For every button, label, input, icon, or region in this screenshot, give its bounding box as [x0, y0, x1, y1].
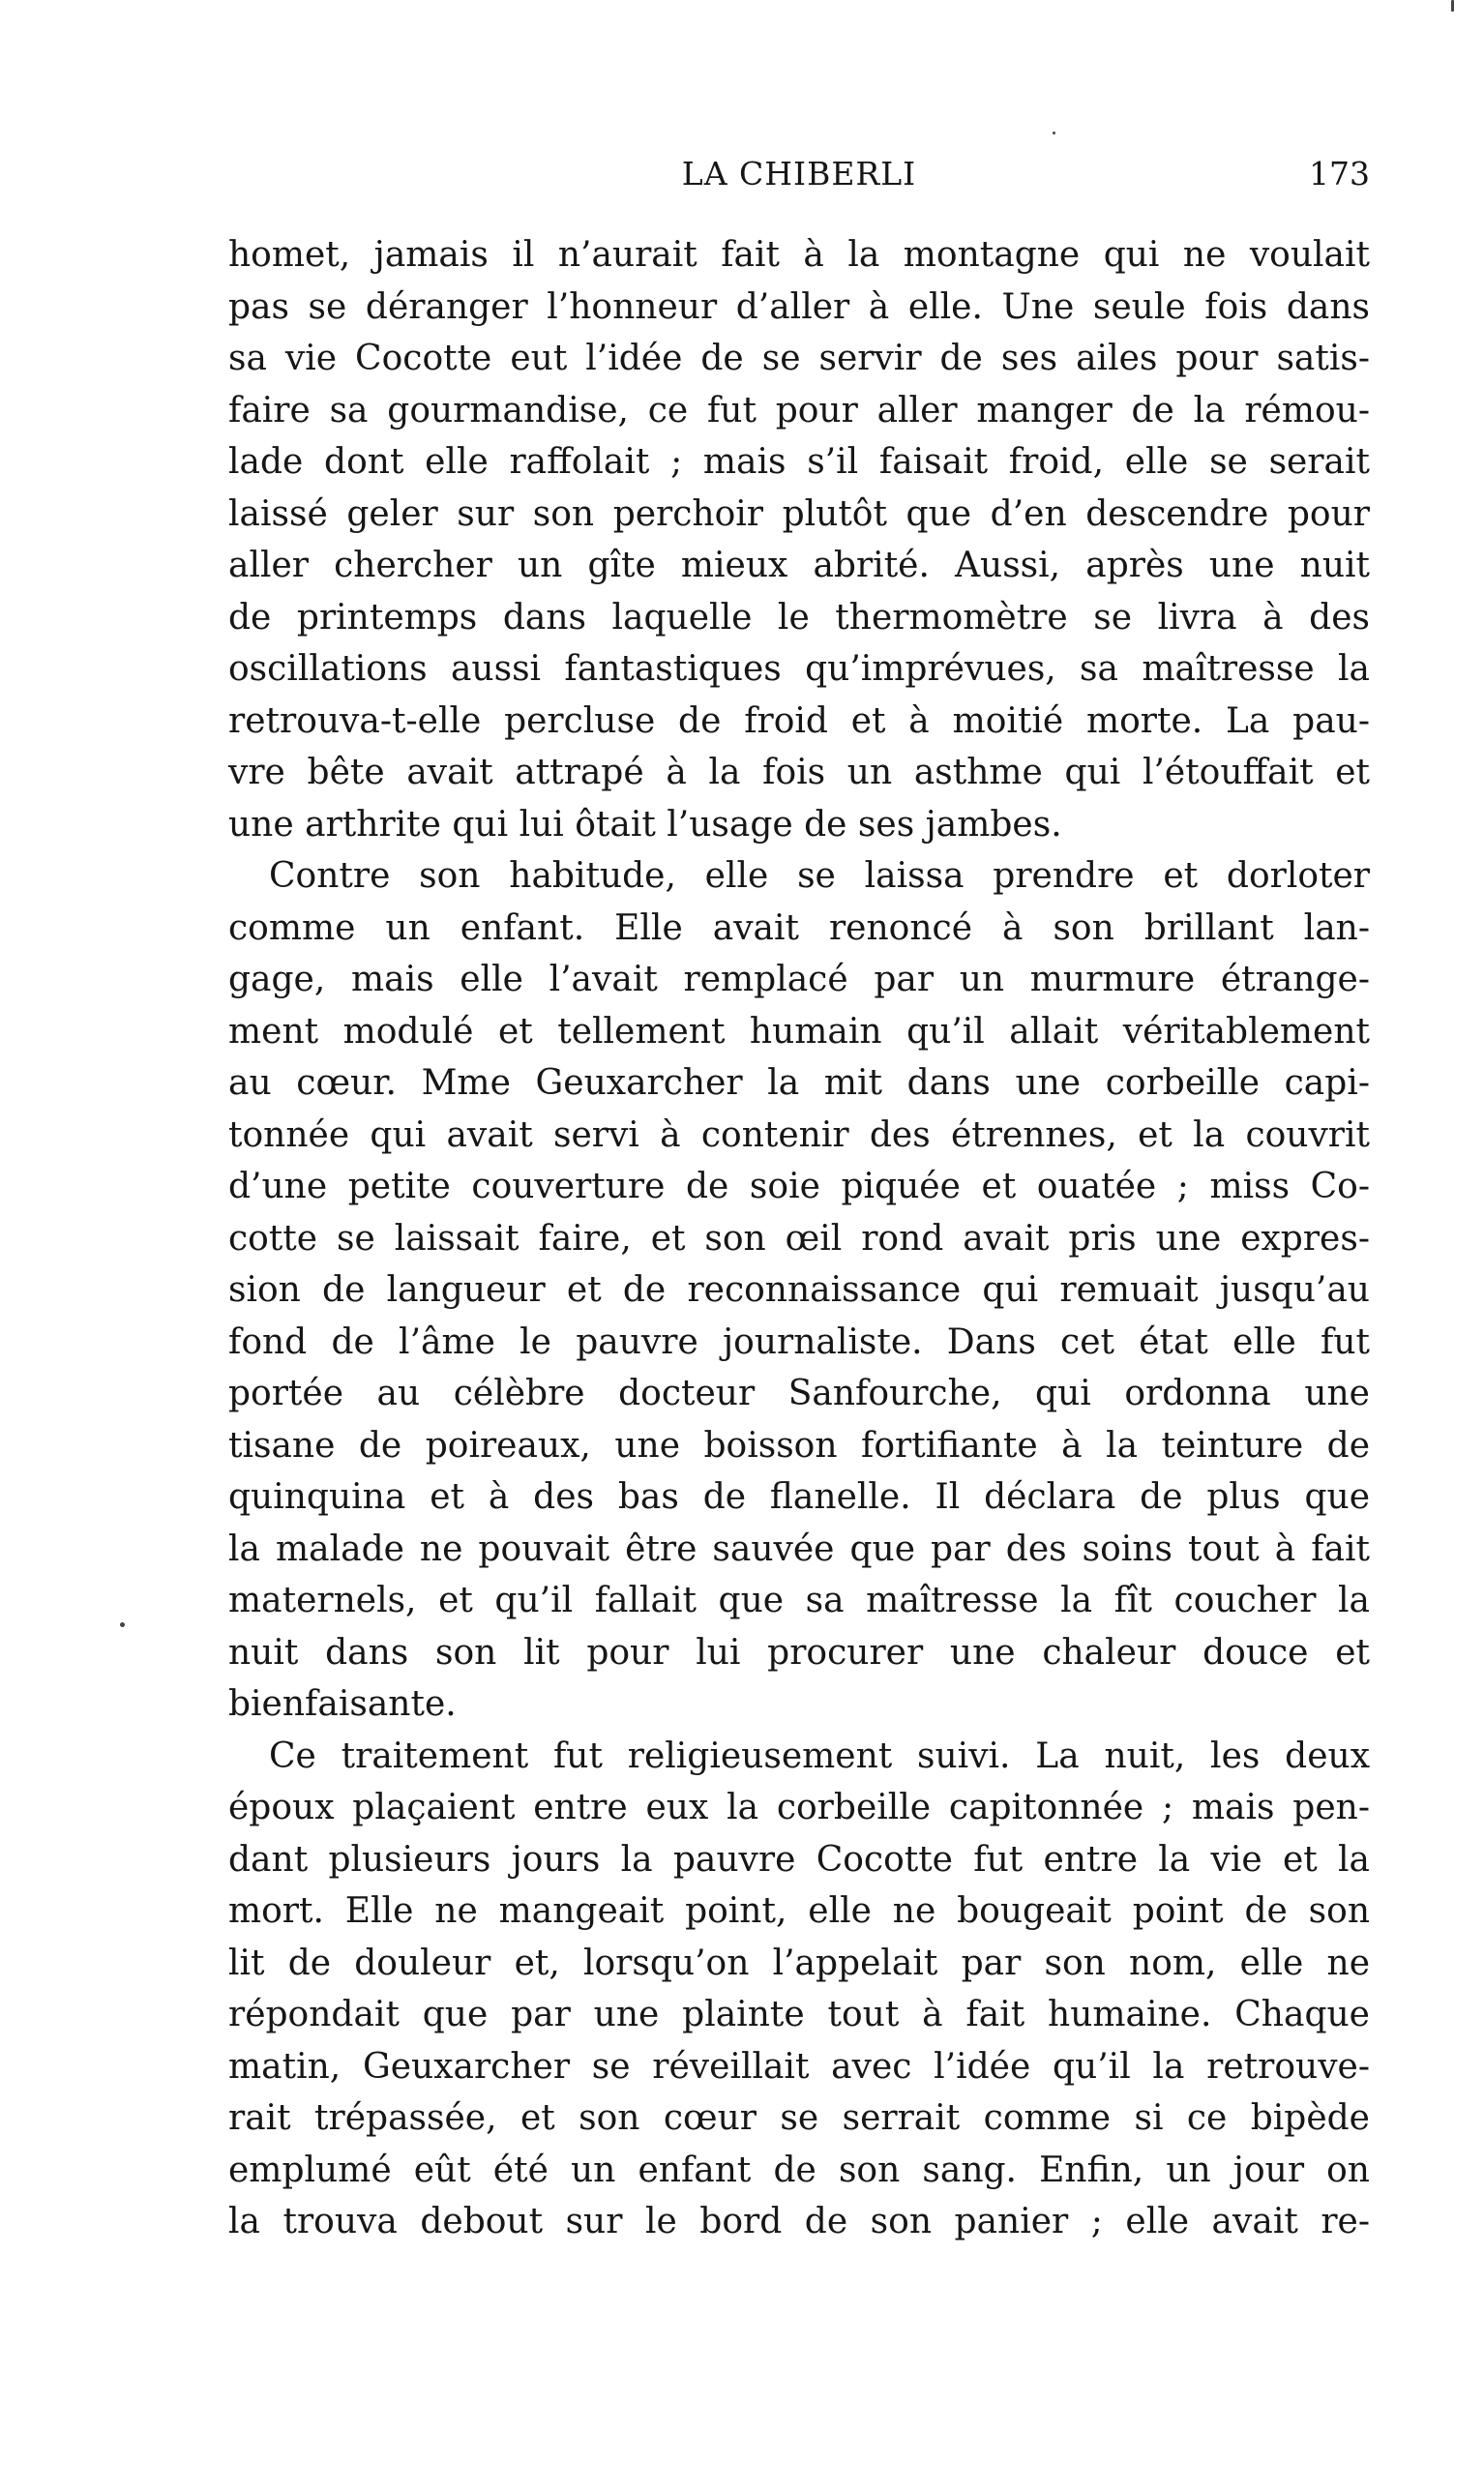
body-text	[228, 229, 1370, 2248]
text-line: vre bête avait attrapé à la fois un asthme qui l’étouffait et	[228, 753, 1370, 792]
text-line: la trouva debout sur le bord de son panier ; elle avait re-	[228, 2202, 1370, 2241]
text-line: retrouva-t-elle percluse de froid et à moitié morte. La pau-	[228, 700, 1370, 741]
text-line: Ce traitement fut religieusement suivi. La nuit, les deux	[269, 1736, 1370, 1776]
scan-speck	[1053, 132, 1055, 134]
text-line: maternels, et qu’il fallait que sa maîtresse la fît coucher la	[228, 1581, 1370, 1620]
running-title: LA CHIBERLI	[681, 155, 917, 193]
text-line: faire sa gourmandise, ce fut pour aller manger de la rémou-	[228, 390, 1370, 430]
text-line: dant plusieurs jours la pauvre Cocotte fut entre la vie et la	[228, 1839, 1370, 1880]
text-line: aller chercher un gîte mieux abrité. Aussi, après une nuit	[228, 546, 1370, 585]
text-line: homet, jamais il n’aurait fait à la montagne qui ne voulait	[228, 235, 1370, 275]
text-line: fond de l’âme le pauvre journaliste. Dans cet état elle fut	[228, 1321, 1370, 1362]
text-line: matin, Geuxarcher se réveillait avec l’idée qu’il la retrouve-	[228, 2046, 1370, 2087]
text-line: la malade ne pouvait être sauvée que par des soins tout à fait	[228, 1528, 1370, 1569]
text-line: ment modulé et tellement humain qu’il allait véritablement	[228, 1011, 1370, 1052]
page-number: 173	[1309, 155, 1370, 193]
text-line: Contre son habitude, elle se laissa prendre et dorloter	[269, 856, 1370, 896]
text-line: laissé geler sur son perchoir plutôt que d’en descendre pour	[228, 493, 1370, 534]
text-line: lit de douleur et, lorsqu’on l’appelait par son nom, elle ne	[228, 1943, 1370, 1983]
text-line: nuit dans son lit pour lui procurer une chaleur douce et	[228, 1632, 1370, 1673]
scan-speck	[120, 1622, 125, 1627]
text-line: bienfaisante.	[228, 1684, 457, 1724]
text-line: rait trépassée, et son cœur se serrait comme si ce bipède	[228, 2098, 1370, 2138]
text-line: sa vie Cocotte eut l’idée de se servir de ses ailes pour satis-	[228, 339, 1370, 378]
text-line: sion de langueur et de reconnaissance qui remuait jusqu’au	[228, 1270, 1370, 1310]
text-line: tisane de poireaux, une boisson fortifiante à la teinture de	[228, 1425, 1370, 1466]
text-line: répondait que par une plainte tout à fait humaine. Chaque	[228, 1995, 1370, 2034]
running-header	[228, 151, 1370, 209]
text-line: au cœur. Mme Geuxarcher la mit dans une corbeille capi-	[228, 1063, 1370, 1103]
text-line: tonnée qui avait servi à contenir des étrennes, et la couvrit	[228, 1114, 1370, 1155]
text-line: quinquina et à des bas de flanelle. Il déclara de plus que	[228, 1477, 1370, 1517]
text-line: époux plaçaient entre eux la corbeille capitonnée ; mais pen-	[228, 1788, 1370, 1827]
text-line: oscillations aussi fantastiques qu’imprévues, sa maîtresse la	[228, 649, 1370, 689]
text-line: de printemps dans laquelle le thermomètre se livra à des	[228, 597, 1370, 638]
scan-speck	[1451, 0, 1454, 12]
text-line: emplumé eût été un enfant de son sang. Enfin, un jour on	[228, 2150, 1370, 2190]
text-line: cotte se laissait faire, et son œil rond avait pris une expres-	[228, 1218, 1370, 1259]
text-line: pas se déranger l’honneur d’aller à elle. Une seule fois dans	[228, 286, 1370, 327]
text-line: comme un enfant. Elle avait renoncé à son brillant lan-	[228, 907, 1370, 948]
text-line: d’une petite couverture de soie piquée et ouatée ; miss Co-	[228, 1167, 1370, 1206]
text-line: gage, mais elle l’avait remplacé par un murmure étrange-	[228, 960, 1370, 999]
text-line: lade dont elle raffolait ; mais s’il faisait froid, elle se serait	[228, 442, 1370, 482]
text-line: une arthrite qui lui ôtait l’usage de ses jambes.	[228, 804, 1062, 845]
text-line: mort. Elle ne mangeait point, elle ne bougeait point de son	[228, 1891, 1370, 1931]
text-line: portée au célèbre docteur Sanfourche, qui ordonna une	[228, 1374, 1370, 1413]
